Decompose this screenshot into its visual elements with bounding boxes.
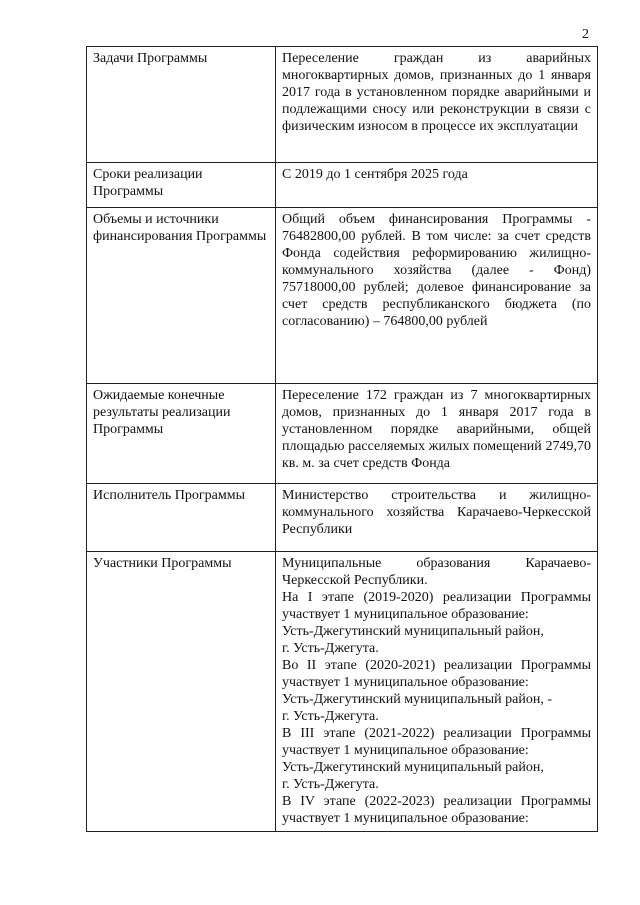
stage-1-paragraph: На I этапе (2019-2020) реализации Программы участвует 1 муниципальное образование: xyxy=(282,590,591,622)
row-label-executor: Исполнитель Программы xyxy=(87,484,276,552)
row-label-results: Ожидаемые конечные результаты реализации Программы xyxy=(87,384,276,484)
row-value-participants xyxy=(276,552,598,832)
row-label-tasks: Задачи Программы xyxy=(87,47,276,163)
row-label-funding: Объемы и источники финансирования Программы xyxy=(87,208,276,384)
row-label-terms: Сроки реализации Программы xyxy=(87,163,276,208)
table-row-participants xyxy=(87,552,598,832)
table-row-results xyxy=(87,384,598,484)
stage-4-paragraph: В IV этапе (2022-2023) реализации Программы участвует 1 муниципальное образование: xyxy=(282,794,591,826)
table-row-funding xyxy=(87,208,598,384)
stage-1-city: г. Усть-Джегута. xyxy=(282,641,379,656)
row-value-results: Переселение 172 граждан из 7 многоквартирных домов, признанных до 1 января 2017 года в установленном порядке аварийными, общей площадью расселяемых жилых помещений 2749,70 кв. м. за счет средств Фонда xyxy=(276,384,598,484)
row-value-tasks: Переселение граждан из аварийных многоквартирных домов, признанных до 1 января 2017 года в установленном порядке аварийными и подлежащими сносу или реконструкции в связи с физическим износом в процессе их эксплуатации xyxy=(276,47,598,163)
participants-paragraph: Муниципальные образования Карачаево-Черкесской Республики. xyxy=(282,556,591,588)
page-number: 2 xyxy=(582,27,589,42)
stage-2-city: г. Усть-Джегута. xyxy=(282,709,379,724)
row-label-participants: Участники Программы xyxy=(87,552,276,832)
row-value-funding: Общий объем финансирования Программы - 76482800,00 рублей. В том числе: за счет средств Фонда содействия реформированию жилищно-коммунального хозяйства (далее - Фонд) 75718000,00 рублей; долевое финансирование за счет средств республиканского бюджета (по согласованию) – 764800,00 рублей xyxy=(276,208,598,384)
program-passport-table xyxy=(86,46,598,832)
stage-3-paragraph: В III этапе (2021-2022) реализации Программы участвует 1 муниципальное образование: xyxy=(282,726,591,758)
stage-3-city: г. Усть-Джегута. xyxy=(282,777,379,792)
stage-3-district: Усть-Джегутинский муниципальный район, xyxy=(282,760,544,775)
table-row-executor xyxy=(87,484,598,552)
row-value-terms: С 2019 до 1 сентября 2025 года xyxy=(276,163,598,208)
stage-2-paragraph: Во II этапе (2020-2021) реализации Программы участвует 1 муниципальное образование: xyxy=(282,658,591,690)
table-row-terms xyxy=(87,163,598,208)
stage-2-district: Усть-Джегутинский муниципальный район, - xyxy=(282,692,552,707)
stage-1-district: Усть-Джегутинский муниципальный район, xyxy=(282,624,544,639)
table-row-tasks xyxy=(87,47,598,163)
row-value-executor: Министерство строительства и жилищно-коммунального хозяйства Карачаево-Черкесской Республики xyxy=(276,484,598,552)
